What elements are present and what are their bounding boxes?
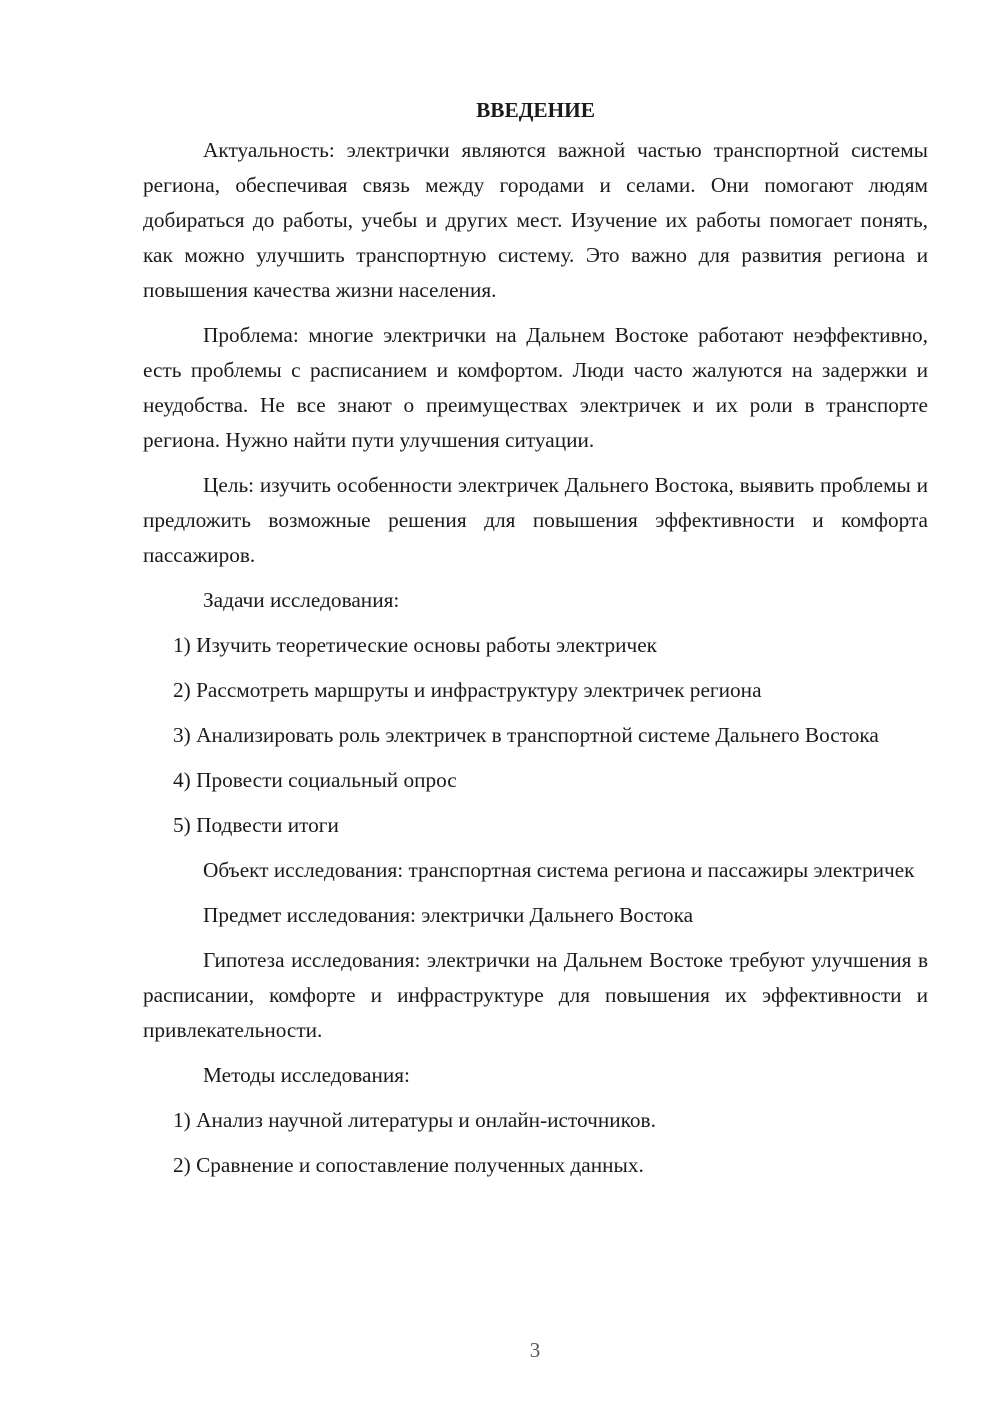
page-title: ВВЕДЕНИЕ [476,98,595,122]
object-paragraph: Объект исследования: транспортная система региона и пассажиры электричек [203,858,915,882]
page-number: 3 [529,1338,541,1362]
problem-paragraph: Проблема: многие электрички на Дальнем Востоке работают неэффективно, есть проблемы с расписанием и комфортом. Люди часто жалуются на задержки и неудобства. Не все знают о преимуществах электричек и их роли в транспорте региона. Нужно найти пути улучшения ситуации. [143,323,928,452]
task-item-5: 5) Подвести итоги [173,813,339,837]
method-item-2: 2) Сравнение и сопоставление полученных данных. [173,1153,644,1177]
task-item-1: 1) Изучить теоретические основы работы электричек [173,633,658,657]
goal-paragraph: Цель: изучить особенности электричек Дальнего Востока, выявить проблемы и предложить возможные решения для повышения эффективности и комфорта пассажиров. [143,473,928,567]
method-item-1: 1) Анализ научной литературы и онлайн-источников. [173,1108,656,1132]
tasks-heading: Задачи исследования: [203,588,400,612]
methods-heading: Методы исследования: [203,1063,410,1087]
task-item-2: 2) Рассмотреть маршруты и инфраструктуру электричек региона [173,678,762,702]
task-item-3: 3) Анализировать роль электричек в транспортной системе Дальнего Востока [173,723,879,747]
relevance-paragraph: Актуальность: электрички являются важной частью транспортной системы региона, обеспечивая связь между городами и селами. Они помогают людям добираться до работы, учебы и других мест. Изучение их работы помогает понять, как можно улучшить транспортную систему. Это важно для развития региона и повышения качества жизни населения. [143,138,928,302]
subject-paragraph: Предмет исследования: электрички Дальнего Востока [203,903,694,927]
hypothesis-paragraph: Гипотеза исследования: электрички на Дальнем Востоке требуют улучшения в расписании, комфорте и инфраструктуре для повышения их эффективности и привлекательности. [143,948,928,1042]
task-item-4: 4) Провести социальный опрос [173,768,457,792]
page-content [143,93,928,1193]
